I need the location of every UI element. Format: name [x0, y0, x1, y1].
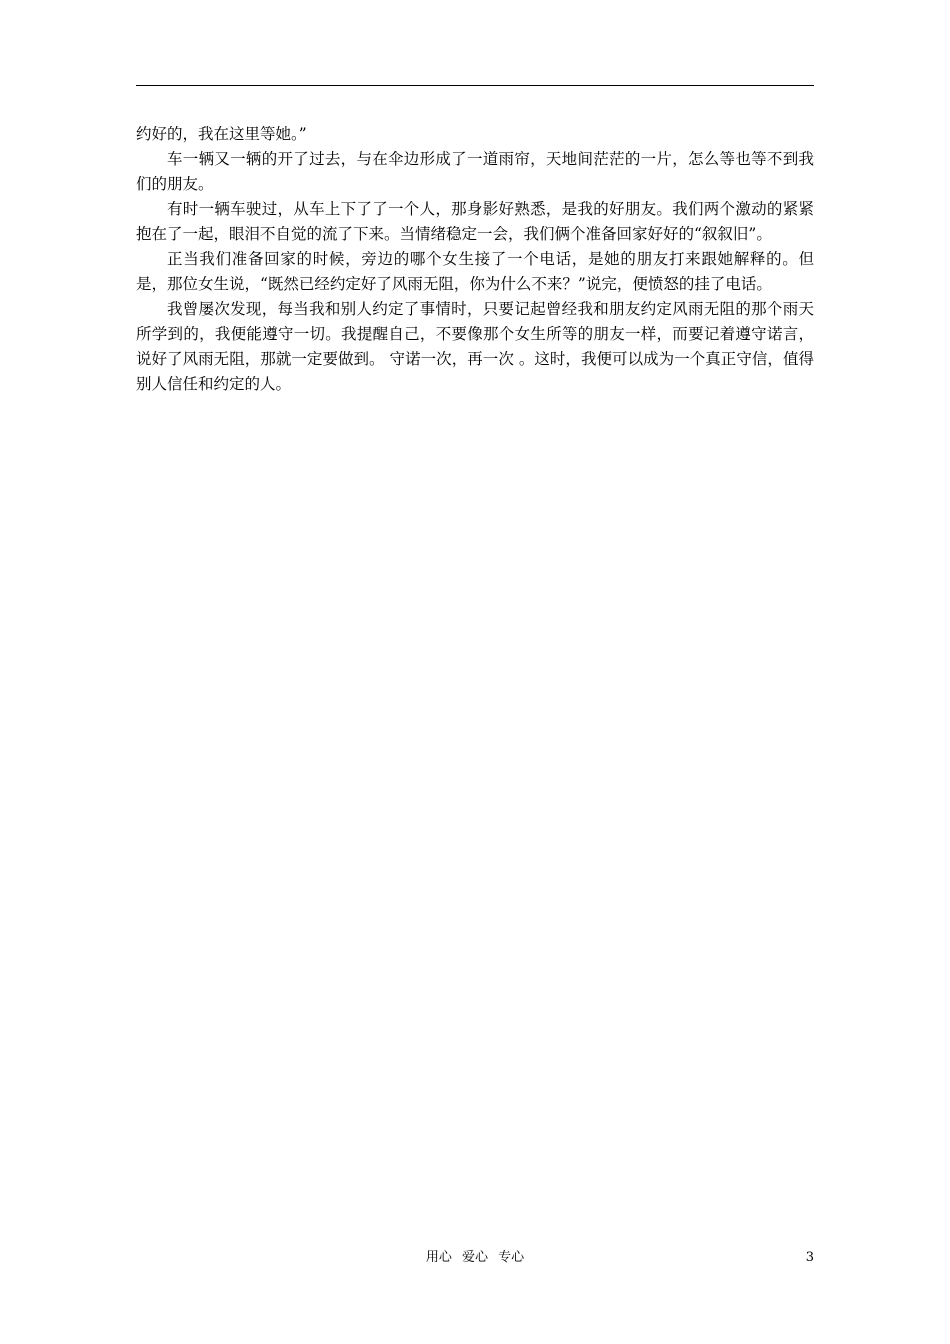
- paragraph: 有时一辆车驶过，从车上下了了一个人，那身影好熟悉，是我的好朋友。我们两个激动的紧紧抱在了一起，眼泪不自觉的流了下来。当情绪稳定一会，我们俩个准备回家好好的“叙叙旧”。: [136, 200, 814, 243]
- paragraph: 车一辆又一辆的开了过去，与在伞边形成了一道雨帘，天地间茫茫的一片，怎么等也等不到我们的朋友。: [136, 150, 814, 193]
- paragraph-continuation: 约好的，我在这里等她。”: [136, 125, 307, 143]
- header-rule: [136, 85, 814, 86]
- document-body: [136, 122, 814, 397]
- paragraph: 正当我们准备回家的时候，旁边的哪个女生接了一个电话，是她的朋友打来跟她解释的。但是，那位女生说，“既然已经约定好了风雨无阻，你为什么不来？”说完，便愤怒的挂了电话。: [136, 250, 814, 293]
- page-number: 3: [805, 1250, 814, 1265]
- footer-slogan: 用心 爱心 专心: [425, 1250, 525, 1265]
- paragraph: 我曾屡次发现，每当我和别人约定了事情时，只要记起曾经我和朋友约定风雨无阻的那个雨天所学到的，我便能遵守一切。我提醒自己，不要像那个女生所等的朋友一样，而要记着遵守诺言，说好了风雨无阻，那就一定要做到。 守诺一次，再一次 。这时，我便可以成为一个真正守信，值得别人信任和约定的人。: [136, 300, 814, 393]
